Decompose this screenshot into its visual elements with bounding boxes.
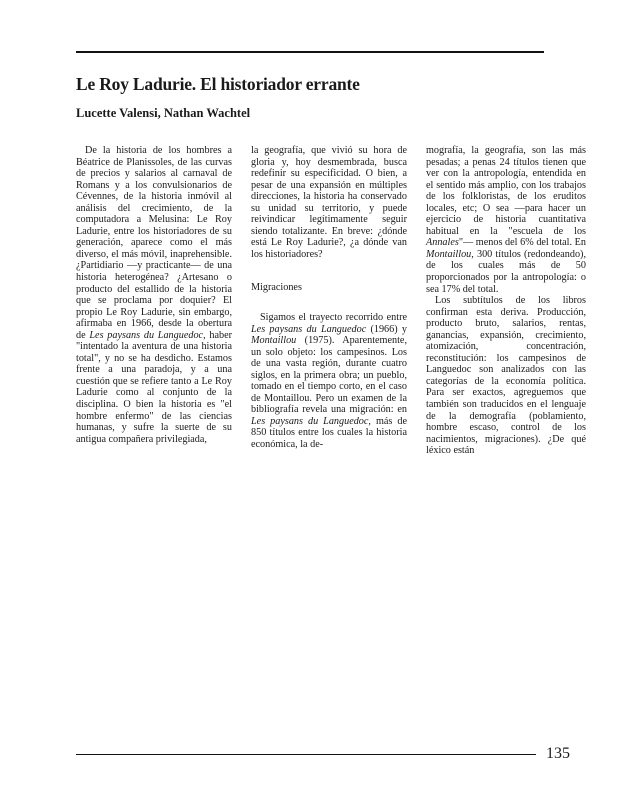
- paragraph: Sigamos el trayecto recorrido entre Les paysans du Languedoc (1966) y Montaillou (1975). Aparentemente, un solo objeto: los campesinos. Los de una vasta región, durante cuatro siglos, en la primera obra; un pueblo, tomado en el tiempo corto, en el caso de Montaillou. Pero un examen de la bibliografía revela una migración: en Les paysans du Languedoc, más de 850 títulos entre los cuales la historia económica, la de-: [251, 312, 408, 451]
- text-column-1: [76, 145, 232, 445]
- page-number: 135: [546, 745, 570, 762]
- text-column-3: [426, 145, 586, 457]
- article-authors: Lucette Valensi, Nathan Wachtel: [76, 106, 251, 120]
- section-heading: Migraciones: [251, 282, 302, 294]
- top-rule: [76, 51, 544, 53]
- paragraph: Los subtítulos de los libros confirman esta deriva. Producción, producto bruto, salarios, rentas, ganancias, expansión, crecimiento, atomización, concentración, reconstitución: los campesinos de Languedoc son analizados con las categorías de la economía política. Para ser exactos, agreguemos que también son traducidos en el lenguaje de la demografía (poblamiento, hombre escaso, control de los nacimientos, migraciones). ¿De qué léxico están: [426, 295, 586, 457]
- text-column-2: [251, 145, 407, 451]
- paragraph: De la historia de los hombres a Béatrice de Planissoles, de las curvas de precios y salarios al carnaval de Romans y a los convulsionarios de Cévennes, de la historia inmóvil al análisis del crecimiento, de la computadora a Melusina: Le Roy Ladurie, entre los historiadores de su generación, aparece como el más diverso, el más móvil, inaprehensible. ¿Partidiario —y practicante— de una historia heterogénea? ¿Artesano o producto del estallido de la historia que se proclama por doquier? El propio Le Roy Ladurie, sin embargo, afirmaba en 1966, desde la obertura de Les paysans du Languedoc, haber "intentado la aventura de una historia total", y no se ha desdicho. Estamos frente a una paradoja, y a una cuestión que se refiere tanto a Le Roy Ladurie como al conjunto de la disciplina. O bien la historia es "el hombre enfermo" de las ciencias humanas, y sufre la suerte de su antigua compañera privilegiada,: [76, 145, 233, 445]
- paragraph: la geografía, que vivió su hora de gloria y, hoy desmembrada, busca redefinir su especificidad. O bien, a pesar de una expansión en múltiples direcciones, la historia ha conservado su unidad su territorio, y puede reivindicar legítimamente seguir siendo totalizante. En breve: ¿dónde está Le Roy Ladurie?, ¿a dónde van los historiadores?: [251, 145, 407, 260]
- bottom-rule: [76, 754, 536, 755]
- paragraph: mografía, la geografía, son las más pesadas; a penas 24 títulos tienen que ver con la antropología, entendida en el sentido más amplio, con los trabajos de los folkloristas, de los eruditos locales, etc; O sea —para hacer un ejercicio de historia cuantitativa habitual en la "escuela de los Annales"— menos del 6% del total. En Montaillou, 300 títulos (redondeando), de los cuales más de 50 proporcionados por la antropología: o sea 17% del total.: [426, 145, 586, 295]
- article-title: Le Roy Ladurie. El historiador errante: [76, 74, 360, 94]
